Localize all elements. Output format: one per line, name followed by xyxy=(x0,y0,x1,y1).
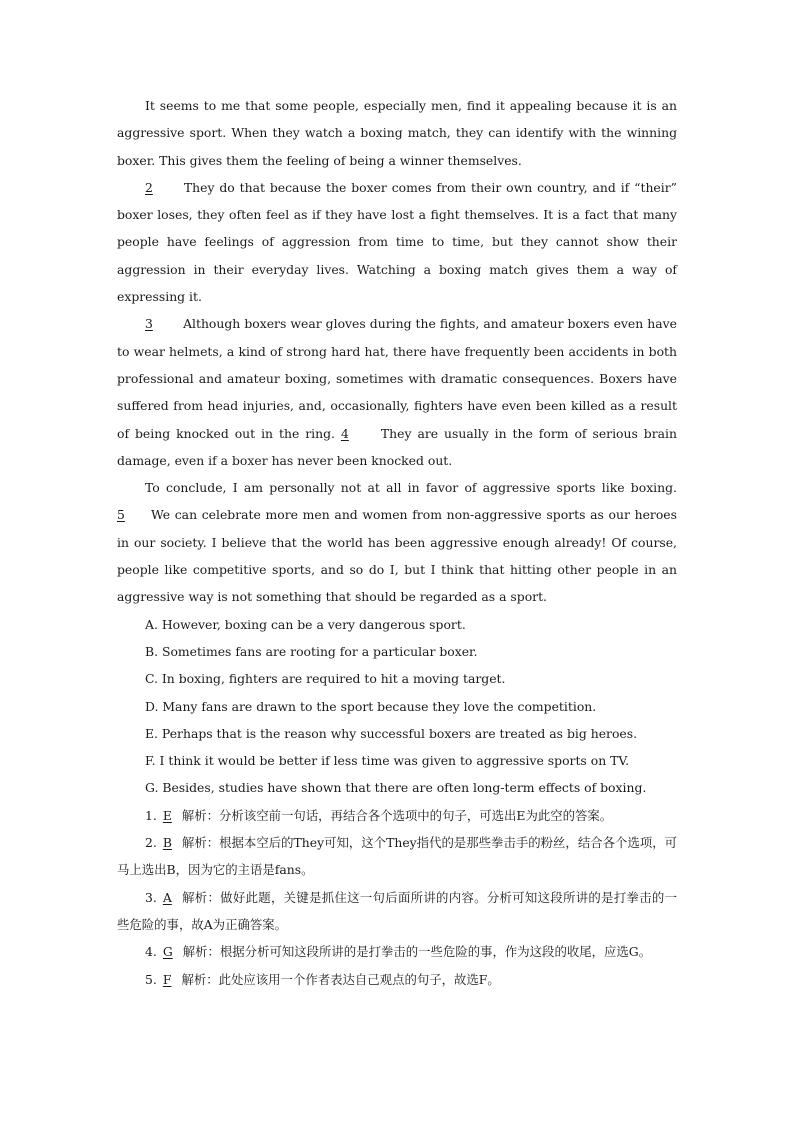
paragraph-4-text-a: To conclude, I am personally not at all in favor of aggressive sports like boxing. xyxy=(145,480,677,496)
answer-number: 5. xyxy=(145,971,157,987)
paragraph-3 xyxy=(117,310,677,474)
answer-explanation: 解析：此处应该用一个作者表达自己观点的句子，故选F。 xyxy=(181,971,500,987)
document-page xyxy=(117,92,677,993)
blank-2: 2 xyxy=(145,179,153,195)
answer-5 xyxy=(117,966,677,993)
paragraph-3-text-a: Although boxers wear gloves during the fights, and amateur boxers even have to wear helmets, a kind of strong hard hat, there have frequently been accidents in both professional and amateur boxing, sometimes with dramatic consequences. Boxers have suffered from head injuries, and, occasionally, fighters have even been killed as a result of being knocked out in the ring. xyxy=(117,316,677,441)
answer-3 xyxy=(117,884,677,939)
answer-number: 2. xyxy=(145,835,157,851)
answer-explanation: 解析：根据分析可知这段所讲的是打拳击的一些危险的事，作为这段的收尾，应选G。 xyxy=(182,944,652,960)
option-g: G. Besides, studies have shown that there are often long-term effects of boxing. xyxy=(145,780,647,796)
paragraph-2-text: They do that because the boxer comes from their own country, and if “their” boxer loses, they often feel as if they have lost a fight themselves. It is a fact that many people have feelings of aggression from time to time, but they cannot show their aggression in their everyday lives. Watching a boxing match gives them a way of expressing it. xyxy=(117,179,677,305)
answer-number: 1. xyxy=(145,807,157,823)
answer-explanation: 解析：根据本空后的They可知，这个They指代的是那些拳击手的粉丝，结合各个选项，可马上选出B，因为它的主语是fans。 xyxy=(117,835,677,878)
answer-number: 4. xyxy=(145,944,157,960)
paragraph-4 xyxy=(117,474,677,610)
answer-letter: A xyxy=(162,889,172,905)
answer-number: 3. xyxy=(145,889,157,905)
answer-list xyxy=(117,802,677,993)
answer-letter: F xyxy=(162,971,172,987)
option-d: D. Many fans are drawn to the sport because they love the competition. xyxy=(145,698,597,714)
option-a: A. However, boxing can be a very dangerous sport. xyxy=(145,616,466,632)
option-b: B. Sometimes fans are rooting for a particular boxer. xyxy=(145,643,478,659)
paragraph-3-text-b: They are usually in the form of serious brain damage, even if a boxer has never been knocked out. xyxy=(117,425,677,468)
answer-explanation: 解析：做好此题，关键是抓住这一句后面所讲的内容。分析可知这段所讲的是打拳击的一些危险的事，故A为正确答案。 xyxy=(117,889,677,932)
answer-letter: G xyxy=(162,944,173,960)
options-list xyxy=(117,611,677,802)
answer-letter: B xyxy=(162,835,172,851)
paragraph-4-text-b: We can celebrate more men and women from non-aggressive sports as our heroes in our society. I believe that the world has been aggressive enough already! Of course, people like competitive sports, and so do I, but I think that hitting other people in an aggressive way is not something that should be regarded as a sport. xyxy=(117,507,677,605)
option-c: C. In boxing, fighters are required to hit a moving target. xyxy=(145,671,506,687)
blank-4: 4 xyxy=(340,425,349,441)
blank-5: 5 xyxy=(117,507,125,523)
answer-4 xyxy=(117,938,677,965)
answer-1 xyxy=(117,802,677,829)
option-f: F. I think it would be better if less time was given to aggressive sports on TV. xyxy=(145,753,630,769)
answer-letter: E xyxy=(162,807,172,823)
paragraph-1: It seems to me that some people, especially men, find it appealing because it is an aggressive sport. When they watch a boxing match, they can identify with the winning boxer. This gives them the feeling of being a winner themselves. xyxy=(117,98,677,168)
blank-3: 3 xyxy=(145,316,153,332)
option-e: E. Perhaps that is the reason why successful boxers are treated as big heroes. xyxy=(145,725,638,741)
paragraph-2 xyxy=(117,174,677,310)
answer-2 xyxy=(117,829,677,884)
answer-explanation: 解析：分析该空前一句话，再结合各个选项中的句子，可选出E为此空的答案。 xyxy=(181,807,613,823)
